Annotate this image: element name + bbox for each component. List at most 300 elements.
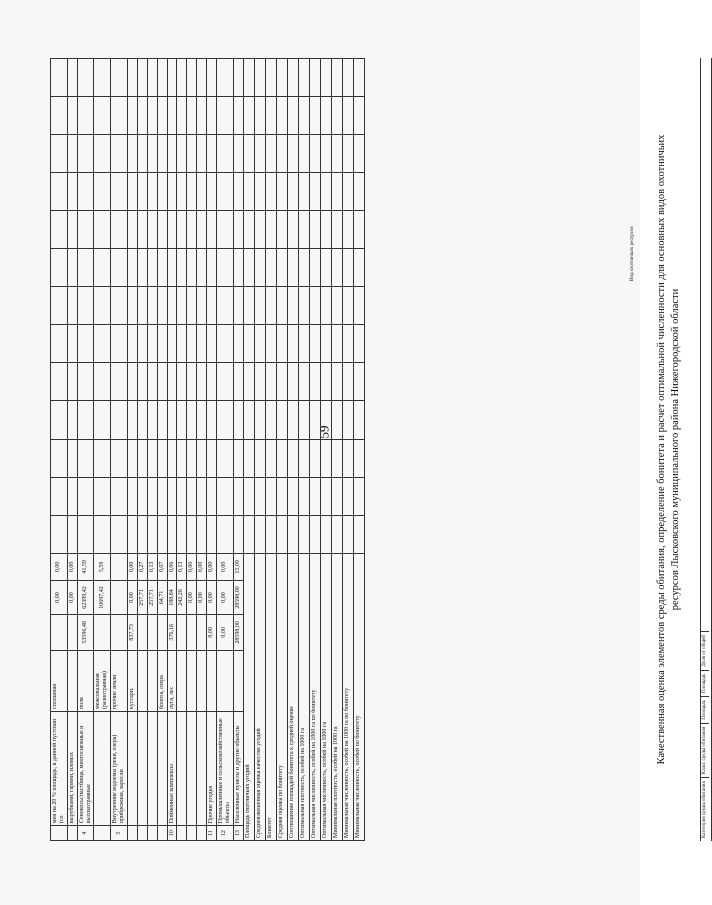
table-cell [94, 135, 111, 173]
table-cell: 0,07 [157, 553, 167, 580]
table-cell [243, 325, 254, 363]
table-cell [353, 439, 364, 477]
table-cell: Средневзвешенная оценка качества угодий [254, 553, 265, 840]
table-cell [233, 59, 243, 97]
table-cell [276, 401, 287, 439]
habitat-table-body [51, 59, 365, 841]
table-cell [233, 439, 243, 477]
table-cell [147, 211, 157, 249]
table-cell [187, 712, 197, 826]
table-cell [207, 515, 217, 553]
table-cell [197, 515, 207, 553]
table-cell [309, 97, 320, 135]
table-cell [233, 173, 243, 211]
table-cell [217, 515, 234, 553]
table-cell [331, 477, 342, 515]
table-cell [94, 249, 111, 287]
table-cell [243, 211, 254, 249]
table-cell [177, 325, 187, 363]
table-cell [309, 363, 320, 401]
caption-line-1: Качественная оценка элементов среды обитания, определение бонитета и расчет оптимальной численности для основных видов охотничьих [656, 134, 667, 765]
table-cell [67, 97, 77, 135]
table-cell: 0,00 [128, 581, 138, 615]
table-cell [342, 211, 353, 249]
table-cell [276, 287, 287, 325]
table-cell [207, 477, 217, 515]
table-cell [67, 401, 77, 439]
table-cell [342, 401, 353, 439]
table-cell [51, 439, 68, 477]
table-cell [167, 173, 177, 211]
table-cell [342, 325, 353, 363]
calc-row [276, 59, 287, 841]
table-cell [342, 515, 353, 553]
table-cell [298, 211, 309, 249]
table-cell [217, 135, 234, 173]
table-cell [309, 325, 320, 363]
table-cell [276, 173, 287, 211]
table-cell [147, 363, 157, 401]
table-cell [94, 173, 111, 211]
table-cell [342, 249, 353, 287]
table-cell [137, 287, 147, 325]
table-cell: Оптимальная численность, особей на 1000 га по бонитету [309, 553, 320, 840]
table-cell: 11 [207, 826, 217, 841]
table-cell [276, 59, 287, 97]
table-cell [51, 97, 68, 135]
table-cell [137, 363, 147, 401]
table-cell: луга, лес [167, 650, 177, 711]
table-cell [177, 826, 187, 841]
table-cell: 64,71 [157, 581, 167, 615]
table-cell [353, 325, 364, 363]
table-cell [94, 211, 111, 249]
table-cell [128, 477, 138, 515]
table-cell: 242,26 [177, 581, 187, 615]
table-cell: Населенные пункты и другие объекты [233, 712, 243, 826]
table-row [111, 59, 128, 841]
table-cell [128, 59, 138, 97]
table-cell [320, 401, 331, 439]
table-cell [167, 211, 177, 249]
table-cell [353, 401, 364, 439]
table-cell [353, 173, 364, 211]
table-cell [276, 363, 287, 401]
table-cell [254, 325, 265, 363]
table-cell [128, 249, 138, 287]
table-cell [287, 249, 298, 287]
table-cell [157, 211, 167, 249]
table-cell [217, 363, 234, 401]
table-cell [137, 173, 147, 211]
table-cell [331, 97, 342, 135]
table-cell [342, 439, 353, 477]
caption-line-2: ресурсов Лысковского муниципального района Нижегородской области [670, 288, 682, 611]
table-cell: 376,16 [167, 614, 177, 650]
table-caption [655, 58, 683, 841]
table-cell [243, 97, 254, 135]
table-cell [331, 135, 342, 173]
table-cell [51, 401, 68, 439]
table-cell [157, 614, 167, 650]
table-cell [276, 97, 287, 135]
table-cell [111, 135, 128, 173]
table-cell [331, 59, 342, 97]
table-cell [187, 439, 197, 477]
table-cell: 13 [233, 826, 243, 841]
table-cell [320, 515, 331, 553]
table-cell [243, 401, 254, 439]
table-cell: Сенокосы/пастбища, многоснежные и высокотравные [77, 712, 94, 826]
table-cell [353, 97, 364, 135]
table-cell [233, 97, 243, 135]
table-cell [111, 477, 128, 515]
table-cell [67, 439, 77, 477]
table-cell [51, 826, 68, 841]
table-cell [177, 712, 187, 826]
table-cell: 0,00 [217, 581, 234, 615]
table-row [137, 59, 147, 841]
table-cell [287, 325, 298, 363]
table-cell [243, 287, 254, 325]
table-cell [342, 97, 353, 135]
table-cell [243, 363, 254, 401]
table-cell [167, 515, 177, 553]
table-cell [167, 249, 177, 287]
table-cell [177, 211, 187, 249]
legend-item: Площадь [701, 696, 709, 723]
table-cell [167, 97, 177, 135]
table-cell [147, 614, 157, 650]
table-cell [353, 287, 364, 325]
table-cell: 188,84 [167, 581, 177, 615]
table-cell: Прочие угодья [207, 712, 217, 826]
table-cell [353, 477, 364, 515]
table-cell: 53596,48 [77, 614, 94, 650]
table-cell [187, 826, 197, 841]
table-cell: 0,00 [67, 553, 77, 580]
table-cell [128, 287, 138, 325]
table-cell: Промышленные и сельскохозяйственные объекты [217, 712, 234, 826]
table-cell [287, 59, 298, 97]
table-cell: 0,00 [217, 553, 234, 580]
table-cell [51, 614, 68, 650]
table-cell [177, 614, 187, 650]
table-cell [331, 173, 342, 211]
table-cell: Минимальная численность, особей по бонитету [353, 553, 364, 840]
table-cell [243, 477, 254, 515]
table-cell [51, 477, 68, 515]
table-cell [233, 135, 243, 173]
table-cell [157, 249, 167, 287]
table-cell [67, 59, 77, 97]
table-cell [77, 401, 94, 439]
table-cell: 0,13 [147, 553, 157, 580]
table-cell: Средняя оценка по бонитету [276, 553, 287, 840]
legend-item: Категория среды обитания [701, 777, 709, 841]
table-cell [137, 650, 147, 711]
resource-label: Вид охотничьих ресурсов [630, 226, 635, 281]
table-cell [67, 325, 77, 363]
calc-row [342, 59, 353, 841]
table-cell [276, 135, 287, 173]
table-cell [298, 363, 309, 401]
table-cell [51, 363, 68, 401]
legend-item: Доля от общей [701, 631, 709, 670]
table-cell [276, 325, 287, 363]
table-cell: 28598,00 [233, 614, 243, 650]
table-row [233, 59, 243, 841]
table-cell: Оптимальная плотность, особей на 1000 га [298, 553, 309, 840]
table-cell: Минимальная плотность, особей на 1000 га [331, 553, 342, 840]
table-cell [243, 515, 254, 553]
table-cell [353, 211, 364, 249]
table-cell [233, 363, 243, 401]
table-row [51, 59, 68, 841]
table-cell [309, 59, 320, 97]
table-cell [94, 477, 111, 515]
table-cell [197, 401, 207, 439]
table-cell [77, 173, 94, 211]
table-cell: 0,00 [207, 614, 217, 650]
table-cell: Соотношение площадей бонитета к средней оценке [287, 553, 298, 840]
table-cell [233, 325, 243, 363]
table-cell [157, 477, 167, 515]
table-cell [233, 650, 243, 711]
table-cell [187, 135, 197, 173]
table-cell [265, 211, 276, 249]
table-cell: сплошная [51, 650, 68, 711]
table-cell [94, 712, 111, 826]
table-cell [207, 325, 217, 363]
table-cell [187, 211, 197, 249]
habitat-table [50, 58, 365, 841]
table-cell [287, 477, 298, 515]
table-cell [254, 211, 265, 249]
table-cell: Внутренние водоемы (реки, озера) прибрежная, заросли [111, 712, 128, 826]
table-cell [111, 249, 128, 287]
table-cell [167, 477, 177, 515]
table-cell [233, 401, 243, 439]
table-cell [309, 477, 320, 515]
table-cell [77, 439, 94, 477]
table-cell: 0,00 [51, 581, 68, 615]
table-cell [111, 553, 128, 580]
table-cell [157, 826, 167, 841]
table-cell [331, 325, 342, 363]
table-cell [331, 439, 342, 477]
table-cell: 0,00 [128, 553, 138, 580]
table-cell [309, 401, 320, 439]
table-cell [67, 650, 77, 711]
table-cell: 62399,42 [77, 581, 94, 615]
table-cell [67, 477, 77, 515]
calc-row [243, 59, 254, 841]
table-cell [51, 325, 68, 363]
table-cell [254, 439, 265, 477]
table-cell [265, 439, 276, 477]
table-cell [217, 325, 234, 363]
table-cell [207, 401, 217, 439]
table-cell [94, 59, 111, 97]
table-cell [309, 135, 320, 173]
table-cell: 28598,00 [233, 581, 243, 615]
table-cell [254, 249, 265, 287]
table-cell [137, 826, 147, 841]
table-cell [187, 477, 197, 515]
table-cell [167, 135, 177, 173]
table-cell [147, 439, 157, 477]
table-cell [137, 477, 147, 515]
table-cell [77, 515, 94, 553]
table-cell: 4 [77, 826, 94, 841]
table-cell [177, 477, 187, 515]
table-cell [157, 135, 167, 173]
table-cell [276, 477, 287, 515]
table-cell [197, 477, 207, 515]
table-cell [217, 173, 234, 211]
table-cell [320, 59, 331, 97]
table-cell [77, 97, 94, 135]
table-cell: 0,00 [187, 553, 197, 580]
table-cell [177, 287, 187, 325]
table-cell [94, 826, 111, 841]
table-cell [353, 59, 364, 97]
table-cell [331, 401, 342, 439]
table-row [67, 59, 77, 841]
table-cell [147, 249, 157, 287]
table-cell [77, 249, 94, 287]
table-cell [254, 477, 265, 515]
table-row [77, 59, 94, 841]
table-cell [111, 363, 128, 401]
table-cell [147, 712, 157, 826]
table-cell [342, 287, 353, 325]
table-cell [177, 515, 187, 553]
table-cell [94, 515, 111, 553]
table-cell [320, 287, 331, 325]
calc-row [254, 59, 265, 841]
table-cell [67, 515, 77, 553]
table-cell: мен на 20 % площадь, в данной пустоши (со [51, 712, 68, 826]
table-cell: 12 [217, 826, 234, 841]
table-cell [67, 287, 77, 325]
table-cell [233, 477, 243, 515]
table-cell [77, 59, 94, 97]
table-cell: межсевальная (разнотравная) [94, 650, 111, 711]
table-cell [217, 97, 234, 135]
calc-row [320, 59, 331, 841]
calc-row [353, 59, 364, 841]
table-cell [320, 97, 331, 135]
table-cell [320, 211, 331, 249]
table-cell [147, 173, 157, 211]
table-cell [254, 515, 265, 553]
table-cell [147, 515, 157, 553]
table-cell [147, 650, 157, 711]
table-cell [298, 173, 309, 211]
table-cell: 5 [111, 826, 128, 841]
table-cell: 0,00 [197, 581, 207, 615]
table-cell [111, 401, 128, 439]
table-cell [111, 325, 128, 363]
table-cell [128, 211, 138, 249]
table-cell [233, 211, 243, 249]
table-cell [265, 287, 276, 325]
table-cell [51, 249, 68, 287]
table-cell [254, 401, 265, 439]
table-cell [137, 325, 147, 363]
table-cell [51, 211, 68, 249]
table-cell: Бонитет [265, 553, 276, 840]
table-cell [331, 249, 342, 287]
table-cell [51, 59, 68, 97]
table-cell [298, 515, 309, 553]
table-cell [147, 401, 157, 439]
table-cell [265, 515, 276, 553]
table-cell [111, 173, 128, 211]
table-cell [265, 325, 276, 363]
table-row [207, 59, 217, 841]
table-cell [217, 249, 234, 287]
table-cell [157, 97, 167, 135]
table-cell [111, 515, 128, 553]
table-cell [51, 173, 68, 211]
table-cell [342, 363, 353, 401]
table-row [187, 59, 197, 841]
table-cell [137, 439, 147, 477]
table-cell [217, 650, 234, 711]
table-cell [157, 363, 167, 401]
table-cell [320, 325, 331, 363]
table-cell [197, 712, 207, 826]
table-cell [51, 135, 68, 173]
table-row [94, 59, 111, 841]
table-cell [298, 135, 309, 173]
table-row [147, 59, 157, 841]
table-cell [207, 249, 217, 287]
table-cell [67, 826, 77, 841]
table-cell [177, 650, 187, 711]
table-cell: 257,71 [137, 581, 147, 615]
table-cell [197, 211, 207, 249]
table-cell [298, 249, 309, 287]
table-cell [265, 477, 276, 515]
table-cell [197, 650, 207, 711]
table-cell [128, 439, 138, 477]
table-cell: 10 [167, 826, 177, 841]
legend-item: Класс среды обитания [701, 723, 709, 778]
table-cell [128, 173, 138, 211]
table-cell [309, 173, 320, 211]
table-cell [217, 287, 234, 325]
table-row [157, 59, 167, 841]
table-cell [287, 363, 298, 401]
table-cell [77, 135, 94, 173]
table-cell [137, 249, 147, 287]
table-cell [77, 211, 94, 249]
table-cell [320, 249, 331, 287]
table-cell: 0,00 [207, 553, 217, 580]
table-cell [243, 59, 254, 97]
table-cell [94, 97, 111, 135]
table-cell: 257,71 [147, 581, 157, 615]
table-cell [254, 97, 265, 135]
table-cell: 0,00 [51, 553, 68, 580]
table-cell [128, 363, 138, 401]
table-cell [147, 826, 157, 841]
table-cell [147, 325, 157, 363]
